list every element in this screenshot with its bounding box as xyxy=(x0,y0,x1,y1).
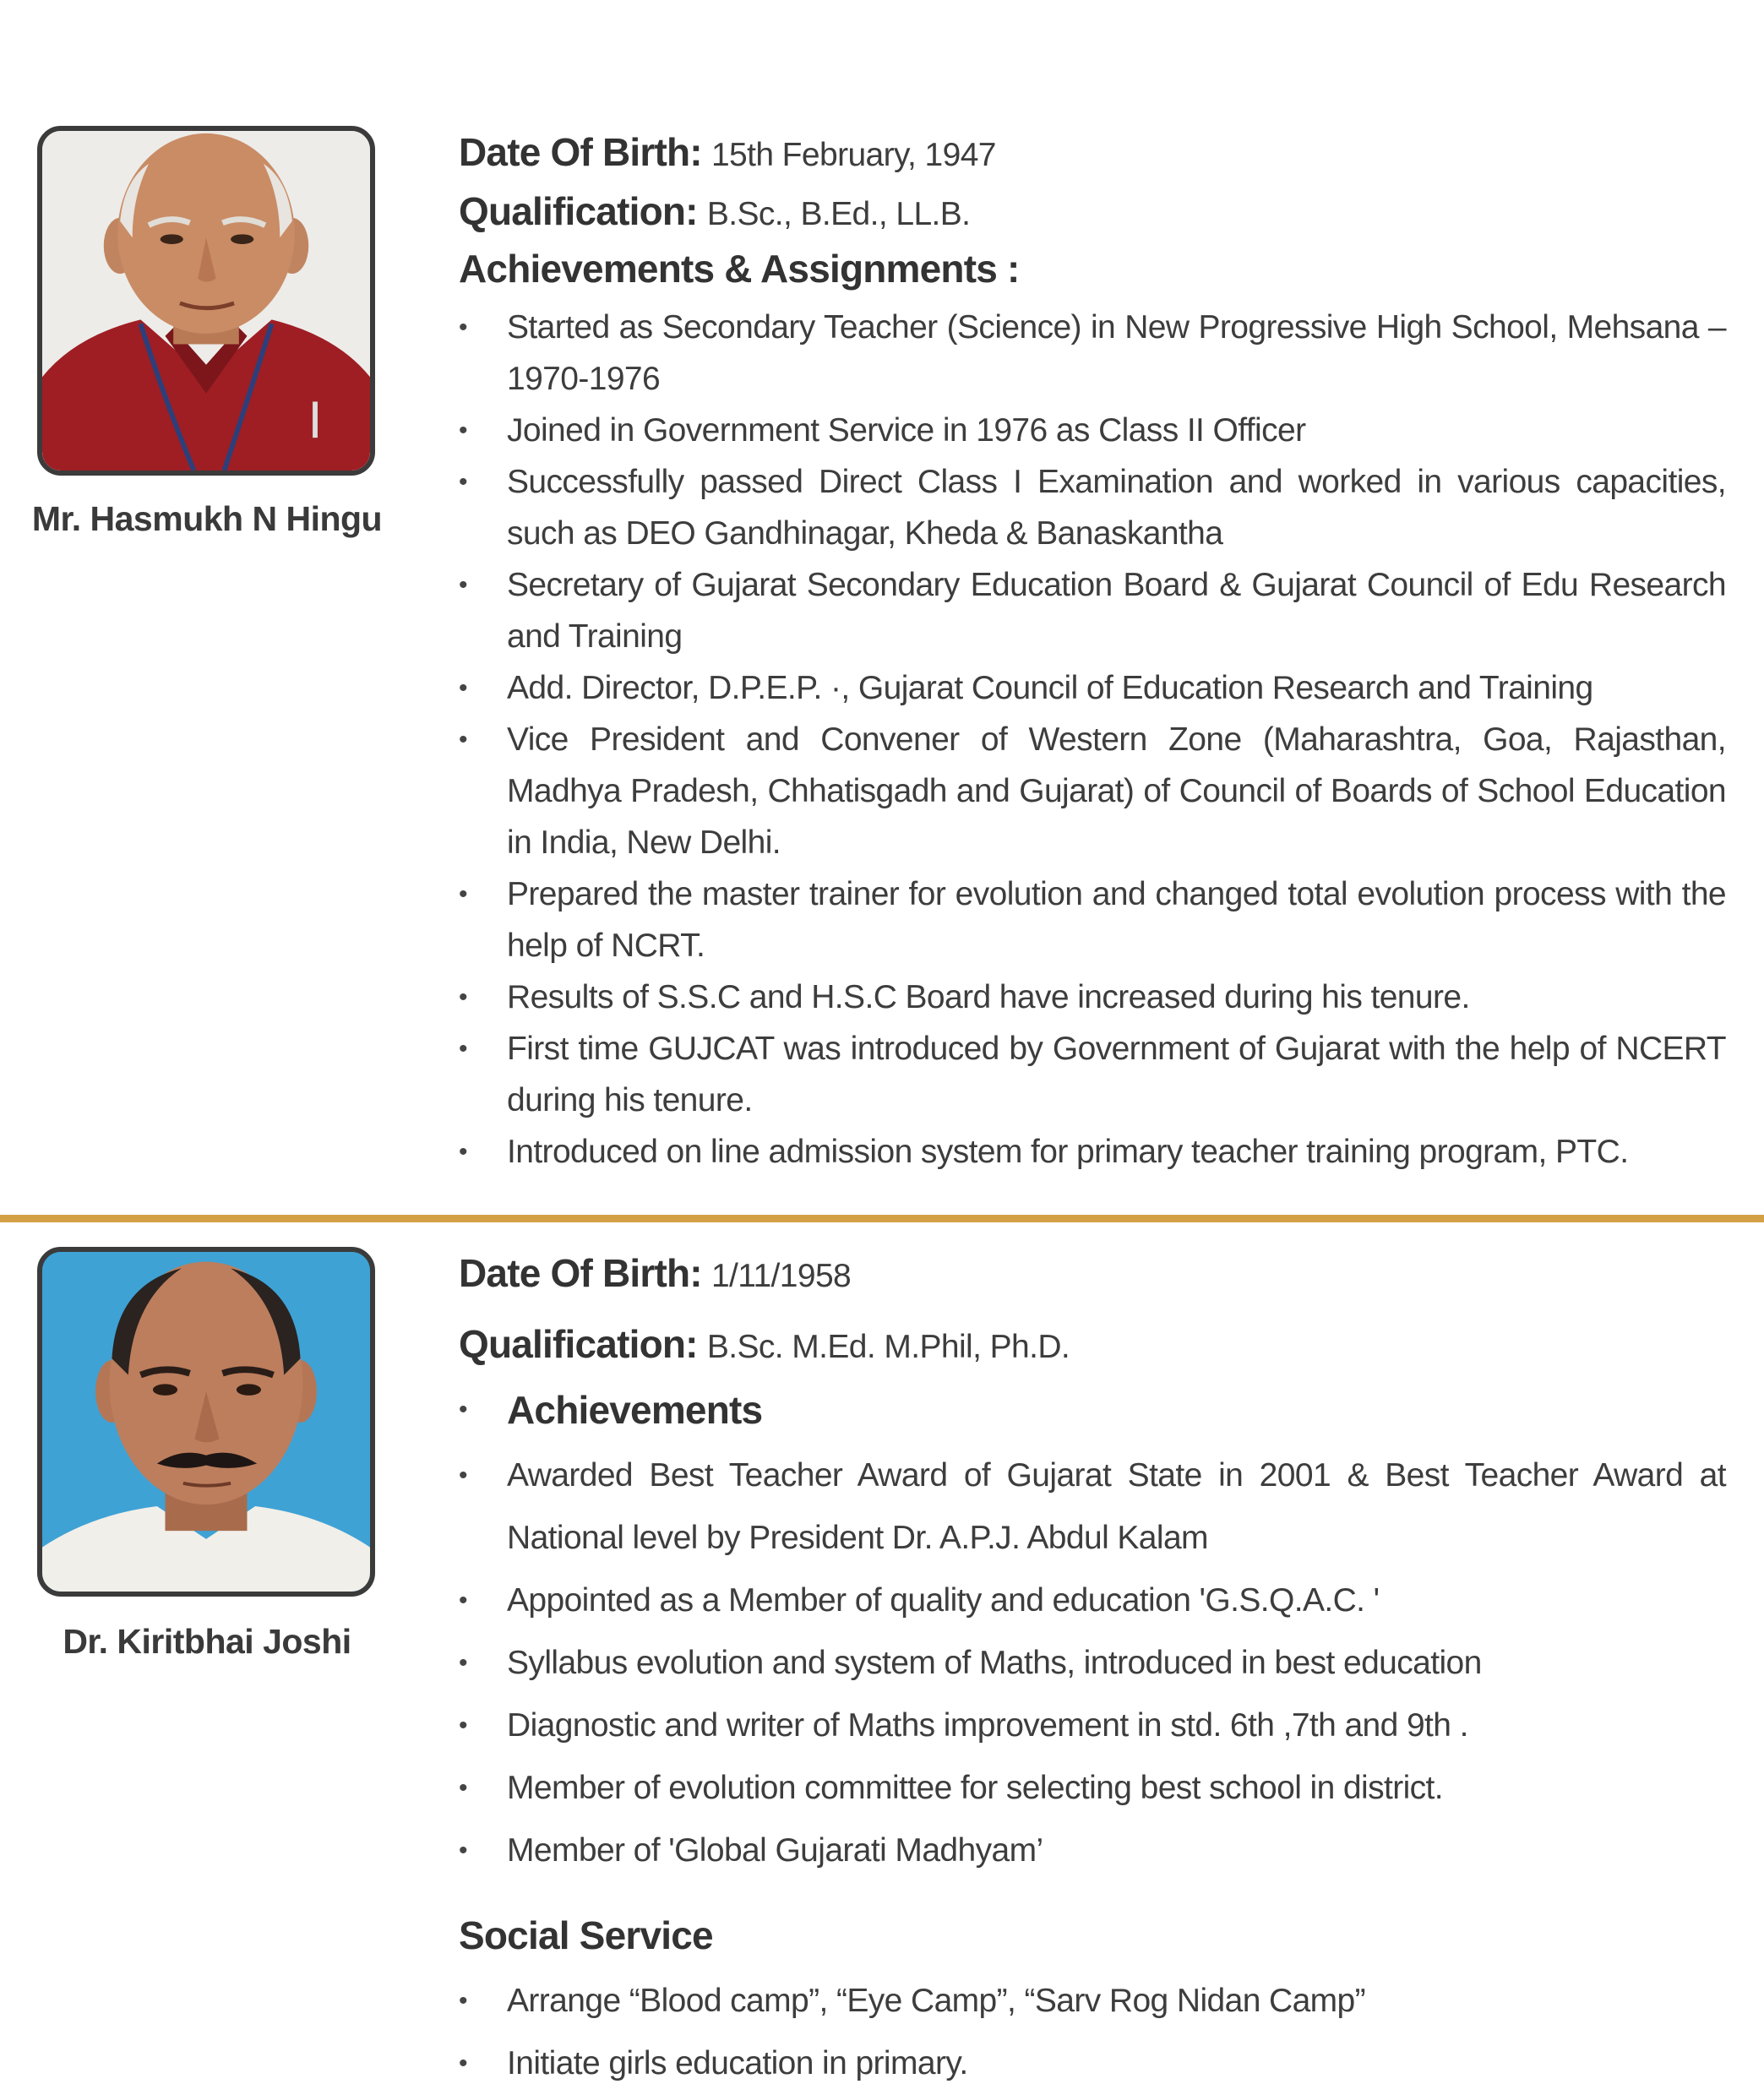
social-service-heading: Social Service xyxy=(459,1913,713,1957)
achievements-heading-text: Achievements xyxy=(507,1388,763,1432)
list-item: • Introduced on line admission system for primary teacher training program, PTC. xyxy=(459,1126,1726,1178)
qualification-line xyxy=(459,1321,1070,1367)
list-item: • Vice President and Convener of Western Zone (Maharashtra, Goa, Rajasthan, Madhya Pradesh, Chhatisgadh and Gujarat) of Council of Boards of School Education in India, New Delhi. xyxy=(459,714,1726,868)
achievements-list xyxy=(459,302,1726,1178)
list-item: • Member of 'Global Gujarati Madhyam’ xyxy=(459,1820,1726,1882)
list-item: • Diagnostic and writer of Maths improvement in std. 6th ,7th and 9th . xyxy=(459,1695,1726,1757)
portrait-photo-frame xyxy=(37,126,375,476)
portrait-photo-frame xyxy=(37,1247,375,1597)
dob-line xyxy=(459,129,996,175)
list-item: • Initiate girls education in primary. xyxy=(459,2032,1726,2095)
dob-label: Date Of Birth: xyxy=(459,1251,702,1295)
portrait-photo xyxy=(42,1252,370,1592)
qualification-value: B.Sc., B.Ed., LL.B. xyxy=(706,196,971,232)
qualification-value: B.Sc. M.Ed. M.Phil, Ph.D. xyxy=(706,1329,1070,1365)
social-service-list xyxy=(459,1970,1726,2095)
section-heading: Achievements & Assignments : xyxy=(459,247,1020,291)
list-item: • Awarded Best Teacher Award of Gujarat State in 2001 & Best Teacher Award at National level by President Dr. A.P.J. Abdul Kalam xyxy=(459,1445,1726,1570)
dob-line xyxy=(459,1250,851,1296)
list-item: • Appointed as a Member of quality and education 'G.S.Q.A.C. ' xyxy=(459,1570,1726,1632)
qualification-label: Qualification: xyxy=(459,1322,698,1366)
list-item: • Secretary of Gujarat Secondary Education Board & Gujarat Council of Edu Research and Training xyxy=(459,559,1726,662)
section-divider xyxy=(0,1215,1764,1222)
dob-label: Date Of Birth: xyxy=(459,130,702,174)
achievements-list xyxy=(459,1379,1726,1882)
qualification-line xyxy=(459,188,970,234)
dob-value: 15th February, 1947 xyxy=(710,137,996,173)
qualification-label: Qualification: xyxy=(459,189,698,233)
list-item: • Add. Director, D.P.E.P. ·, Gujarat Council of Education Research and Training xyxy=(459,662,1726,714)
person-name: Dr. Kiritbhai Joshi xyxy=(63,1622,351,1661)
list-item: • Arrange “Blood camp”, “Eye Camp”, “Sarv Rog Nidan Camp” xyxy=(459,1970,1726,2032)
list-item: • Started as Secondary Teacher (Science) in New Progressive High School, Mehsana – 1970-1976 xyxy=(459,302,1726,405)
list-item: • Syllabus evolution and system of Maths, introduced in best education xyxy=(459,1632,1726,1695)
profile-hasmukh-hingu xyxy=(0,122,1764,1178)
list-item: • Member of evolution committee for selecting best school in district. xyxy=(459,1757,1726,1820)
list-item: • First time GUJCAT was introduced by Government of Gujarat with the help of NCERT during his tenure. xyxy=(459,1023,1726,1126)
list-item: • Joined in Government Service in 1976 as Class II Officer xyxy=(459,405,1726,456)
portrait-photo xyxy=(42,131,370,471)
list-item: • Results of S.S.C and H.S.C Board have increased during his tenure. xyxy=(459,971,1726,1023)
list-item: • Prepared the master trainer for evolution and changed total evolution process with the help of NCRT. xyxy=(459,868,1726,971)
list-item: • Successfully passed Direct Class I Examination and worked in various capacities, such as DEO Gandhinagar, Kheda & Banaskantha xyxy=(459,456,1726,559)
profile-kiritbhai-joshi xyxy=(0,1243,1764,2085)
achievements-heading xyxy=(459,1379,1726,1445)
dob-value: 1/11/1958 xyxy=(710,1258,852,1294)
person-name: Mr. Hasmukh N Hingu xyxy=(31,499,383,538)
